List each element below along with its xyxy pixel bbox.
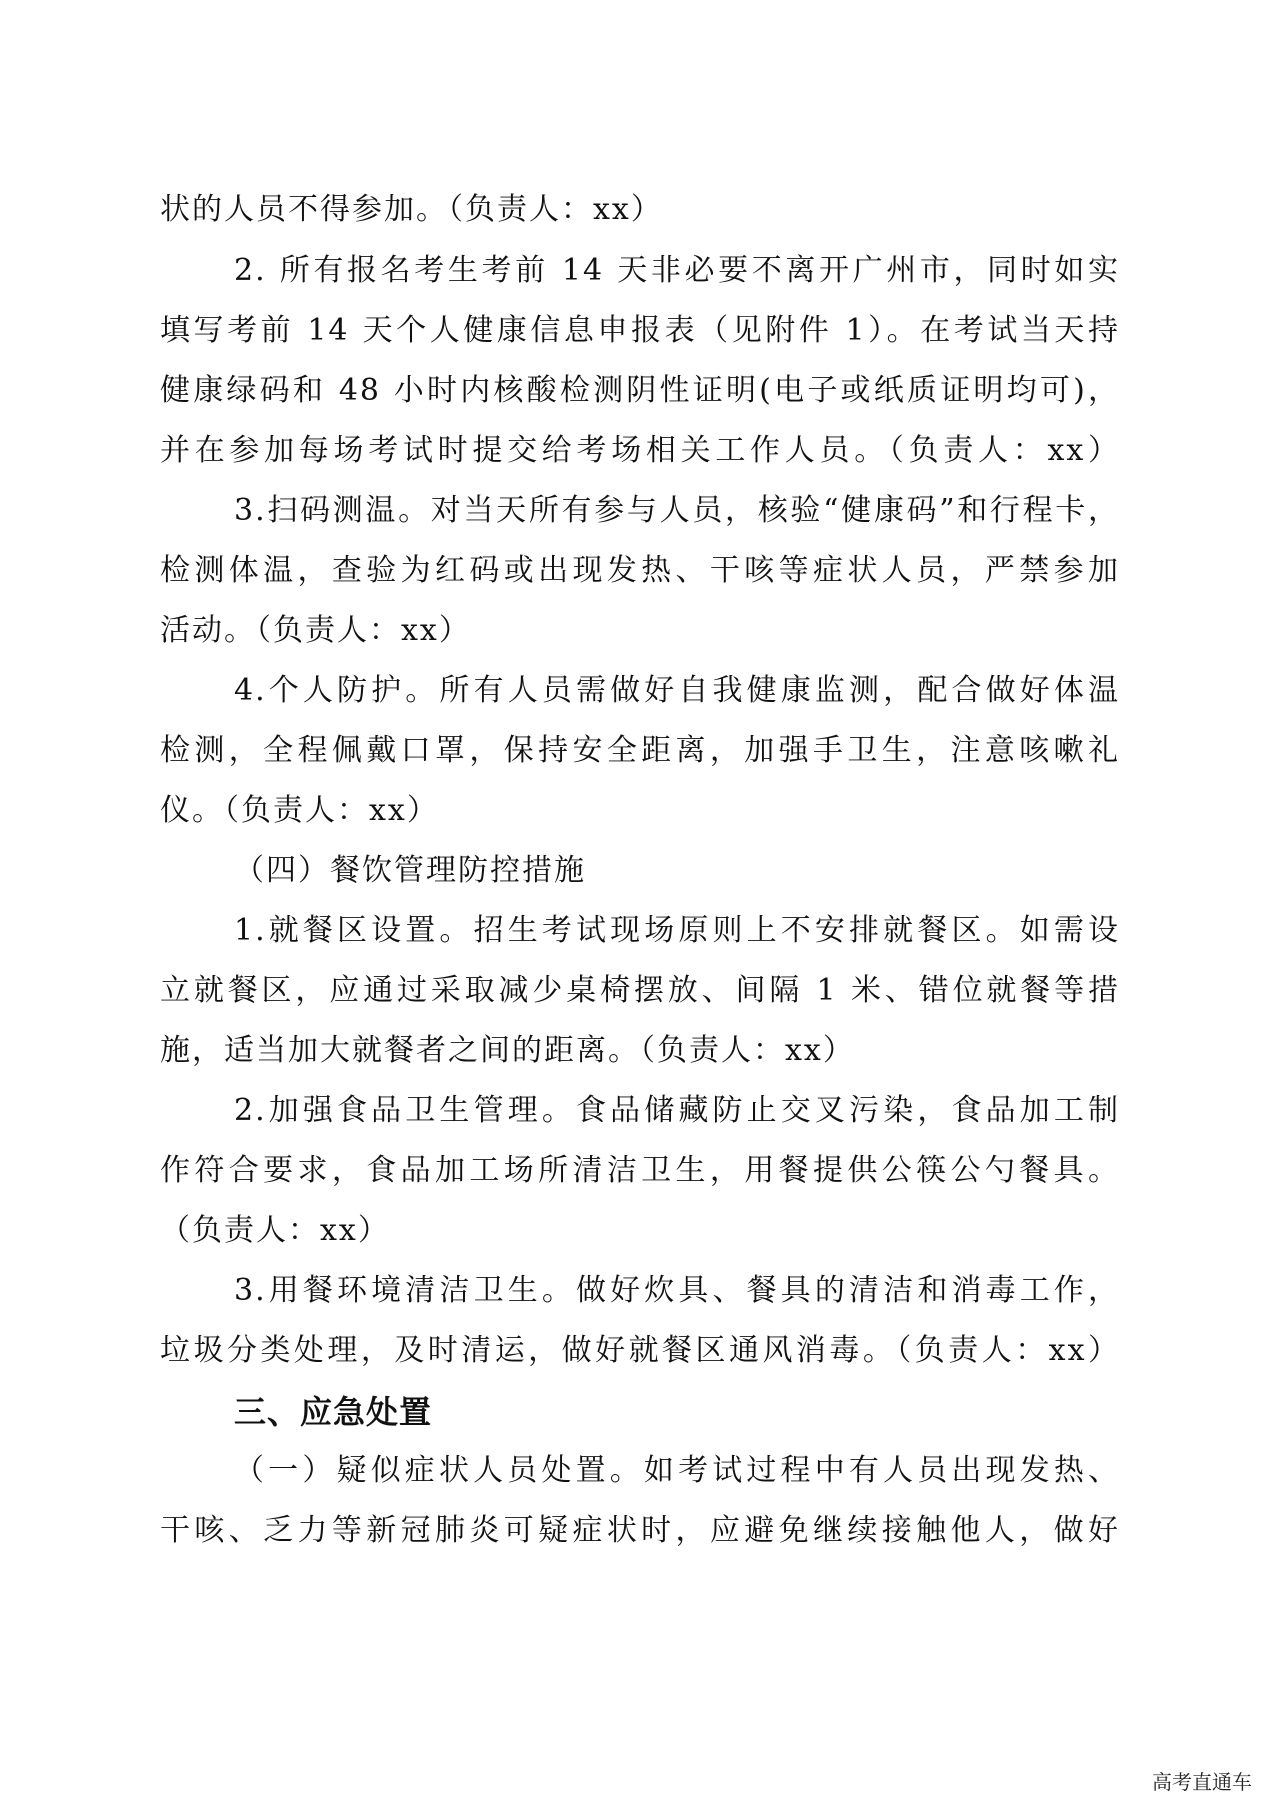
body-text-line: 施，适当加大就餐者之间的距离。（负责人：xx） (160, 1033, 855, 1068)
body-text-line: 2. 所有报名考生考前 14 天非必要不离开广州市，同时如实 (234, 253, 1120, 288)
body-text-line: 3.用餐环境清洁卫生。做好炊具、餐具的清洁和消毒工作， (234, 1273, 1120, 1308)
body-text-line: 活动。（负责人：xx） (160, 613, 471, 648)
body-text-line: 检测，全程佩戴口罩，保持安全距离，加强手卫生，注意咳嗽礼 (160, 733, 1120, 768)
body-text-line: 垃圾分类处理，及时清运，做好就餐区通风消毒。（负责人：xx） (160, 1333, 1120, 1368)
body-text-line: 检测体温，查验为红码或出现发热、干咳等症状人员，严禁参加 (160, 553, 1120, 588)
body-text-line: 作符合要求，食品加工场所清洁卫生，用餐提供公筷公勺餐具。 (160, 1153, 1120, 1188)
body-text-line: 填写考前 14 天个人健康信息申报表（见附件 1）。在考试当天持 (160, 313, 1120, 348)
body-text-line: 仪。（负责人：xx） (160, 793, 439, 828)
body-text-line: （负责人：xx） (160, 1213, 390, 1248)
body-text-line: 3.扫码测温。对当天所有参与人员，核验“健康码”和行程卡， (234, 493, 1120, 528)
body-text-line: 1.就餐区设置。招生考试现场原则上不安排就餐区。如需设 (234, 913, 1120, 948)
body-text-line: 2.加强食品卫生管理。食品储藏防止交叉污染，食品加工制 (234, 1093, 1120, 1128)
body-text-line: （一）疑似症状人员处置。如考试过程中有人员出现发热、 (234, 1453, 1120, 1488)
watermark-label: 高考直通车 (1152, 1770, 1252, 1794)
body-text-line: 健康绿码和 48 小时内核酸检测阴性证明(电子或纸质证明均可)， (160, 373, 1120, 408)
body-text-line: 立就餐区，应通过采取减少桌椅摆放、间隔 1 米、错位就餐等措 (160, 973, 1120, 1008)
subsection-heading: （四）餐饮管理防控措施 (234, 853, 586, 888)
body-text-line: 并在参加每场考试时提交给考场相关工作人员。（负责人：xx） (160, 433, 1120, 468)
body-text-line: 干咳、乏力等新冠肺炎可疑症状时，应避免继续接触他人，做好 (160, 1513, 1120, 1548)
section-heading: 三、应急处置 (234, 1393, 433, 1431)
body-text-line: 4.个人防护。所有人员需做好自我健康监测，配合做好体温 (234, 673, 1120, 708)
body-text-line: 状的人员不得参加。（负责人：xx） (160, 192, 663, 227)
